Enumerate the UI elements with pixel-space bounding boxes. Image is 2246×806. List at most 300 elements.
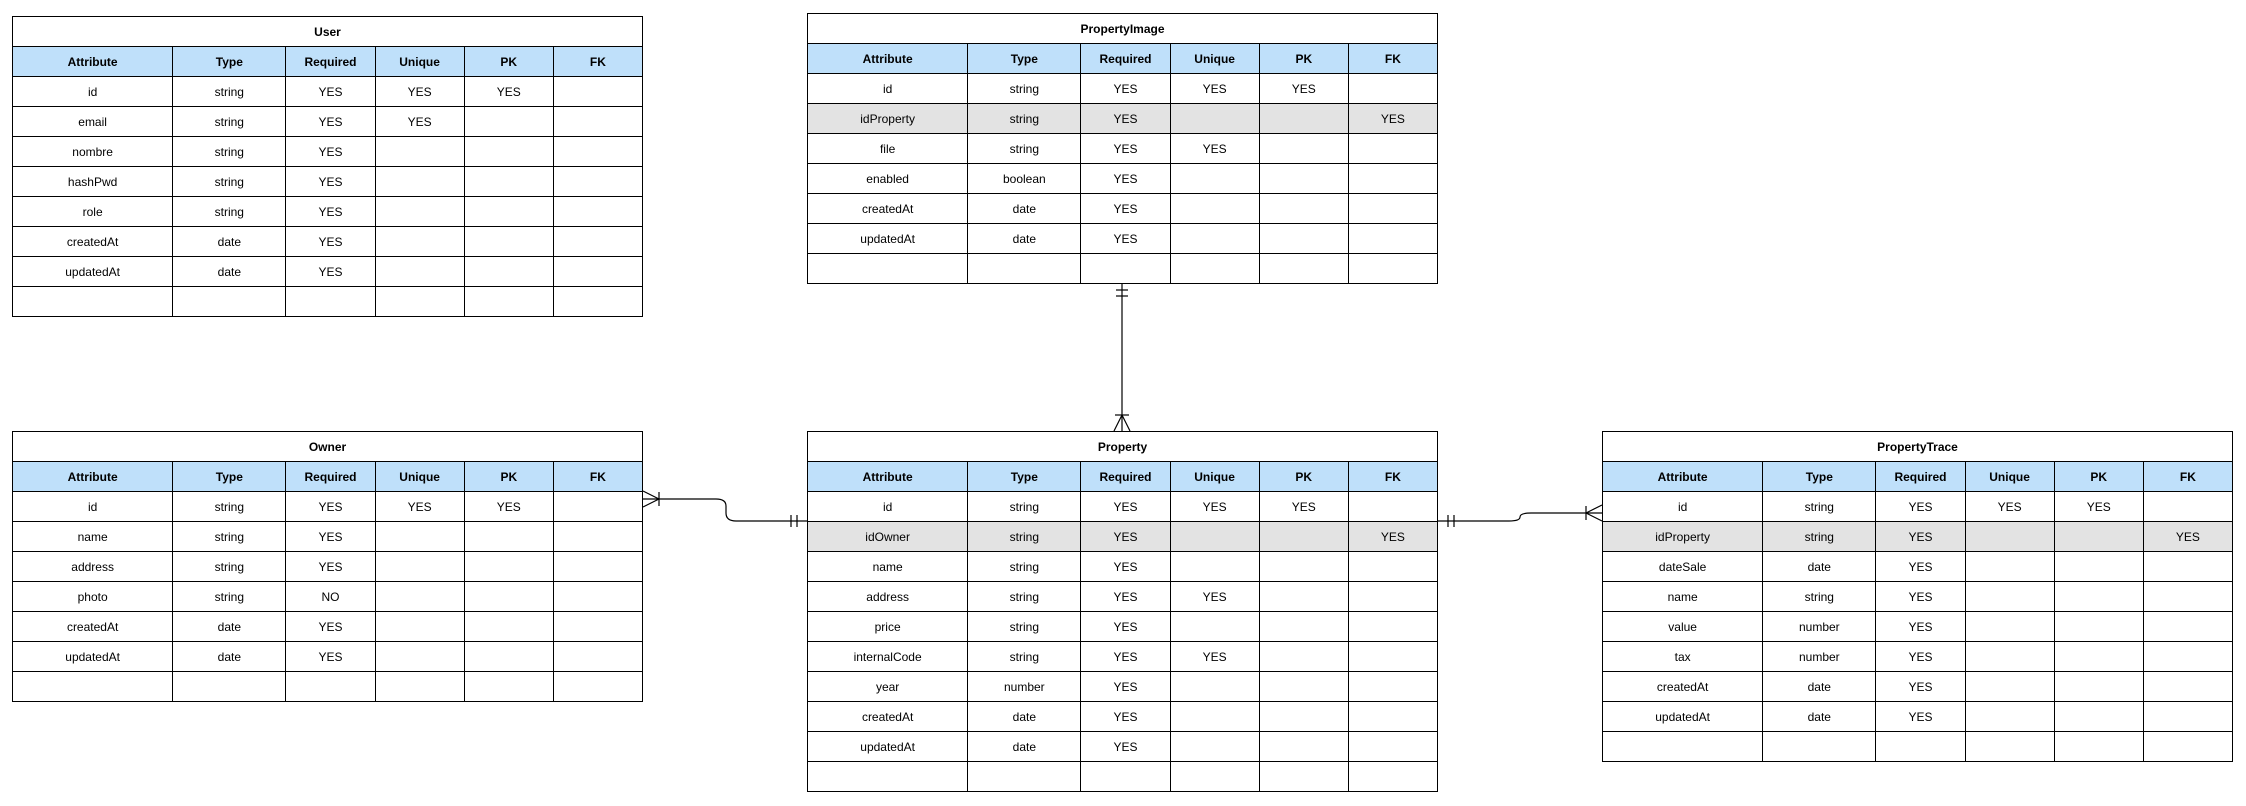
table-row	[808, 254, 1438, 284]
table-row	[808, 522, 1438, 552]
cell-type: string	[968, 74, 1081, 104]
cell-unique	[375, 137, 464, 167]
cell-type: string	[968, 642, 1081, 672]
table-row	[808, 702, 1438, 732]
cell-unique	[1170, 732, 1259, 762]
cell-attribute: updatedAt	[13, 257, 173, 287]
cell-required: YES	[1876, 552, 1965, 582]
cell-unique	[1170, 224, 1259, 254]
cell-unique	[1965, 642, 2054, 672]
table-row	[13, 642, 643, 672]
table-row	[13, 582, 643, 612]
cell-unique	[375, 287, 464, 317]
cell-pk	[2054, 522, 2143, 552]
cell-type	[968, 762, 1081, 792]
cell-attribute: name	[1603, 582, 1763, 612]
cell-type	[173, 287, 286, 317]
table-row	[808, 194, 1438, 224]
cell-fk	[553, 227, 642, 257]
cell-required: YES	[1876, 522, 1965, 552]
column-header-type: Type	[968, 44, 1081, 74]
cell-attribute: dateSale	[1603, 552, 1763, 582]
cell-required: YES	[1081, 522, 1170, 552]
table-row	[1603, 642, 2233, 672]
cell-pk: YES	[2054, 492, 2143, 522]
cell-type: boolean	[968, 164, 1081, 194]
cell-fk	[553, 167, 642, 197]
cell-unique: YES	[1170, 642, 1259, 672]
cell-fk	[553, 287, 642, 317]
cell-unique: YES	[1170, 134, 1259, 164]
cell-type: date	[968, 194, 1081, 224]
cell-pk	[2054, 642, 2143, 672]
cell-type: string	[173, 137, 286, 167]
cell-required: YES	[1081, 732, 1170, 762]
cell-required	[1081, 762, 1170, 792]
cell-unique	[1965, 672, 2054, 702]
cell-pk	[1259, 762, 1348, 792]
cell-unique: YES	[1965, 492, 2054, 522]
cell-attribute	[13, 287, 173, 317]
table-row	[1603, 492, 2233, 522]
column-header-fk: FK	[553, 462, 642, 492]
rel-property-propertytrace	[1438, 505, 1602, 527]
cell-required: YES	[1081, 582, 1170, 612]
cell-unique	[375, 197, 464, 227]
cell-type	[968, 254, 1081, 284]
cell-attribute: idProperty	[808, 104, 968, 134]
cell-type: number	[968, 672, 1081, 702]
column-header-unique: Unique	[1965, 462, 2054, 492]
entity-title: PropertyTrace	[1603, 432, 2233, 462]
column-header-type: Type	[968, 462, 1081, 492]
cell-attribute: tax	[1603, 642, 1763, 672]
cell-type: string	[968, 134, 1081, 164]
table-row	[13, 227, 643, 257]
cell-fk	[1348, 254, 1437, 284]
rel-property-owner	[643, 491, 807, 527]
cell-attribute: id	[13, 77, 173, 107]
table-row	[13, 257, 643, 287]
cell-type: number	[1763, 642, 1876, 672]
cell-fk	[1348, 74, 1437, 104]
cell-pk	[464, 582, 553, 612]
cell-pk	[464, 197, 553, 227]
cell-fk	[553, 257, 642, 287]
cell-unique	[375, 642, 464, 672]
cell-type: string	[968, 492, 1081, 522]
table-row	[13, 167, 643, 197]
cell-unique	[1965, 732, 2054, 762]
cell-required: YES	[1081, 702, 1170, 732]
table-row	[13, 492, 643, 522]
cell-required: YES	[1081, 74, 1170, 104]
cell-pk	[464, 167, 553, 197]
table-row	[808, 582, 1438, 612]
cell-fk	[1348, 762, 1437, 792]
cell-fk	[1348, 702, 1437, 732]
cell-fk	[2143, 582, 2232, 612]
cell-pk	[1259, 104, 1348, 134]
table-row	[1603, 702, 2233, 732]
cell-attribute: id	[808, 74, 968, 104]
table-row	[808, 104, 1438, 134]
cell-fk: YES	[1348, 104, 1437, 134]
cell-required: YES	[286, 612, 375, 642]
cell-fk	[1348, 492, 1437, 522]
cell-type: string	[173, 552, 286, 582]
column-header-required: Required	[1876, 462, 1965, 492]
column-header-pk: PK	[1259, 462, 1348, 492]
cell-unique	[1965, 582, 2054, 612]
cell-type: string	[173, 77, 286, 107]
column-header-fk: FK	[2143, 462, 2232, 492]
cell-attribute: email	[13, 107, 173, 137]
cell-type: string	[1763, 492, 1876, 522]
cell-type: date	[173, 612, 286, 642]
cell-fk	[553, 522, 642, 552]
cell-attribute: createdAt	[808, 702, 968, 732]
table-row	[1603, 612, 2233, 642]
cell-fk	[553, 137, 642, 167]
cell-unique	[1170, 522, 1259, 552]
cell-required: YES	[1081, 134, 1170, 164]
cell-fk	[1348, 732, 1437, 762]
cell-type: string	[968, 104, 1081, 134]
cell-type: date	[1763, 552, 1876, 582]
cell-attribute	[1603, 732, 1763, 762]
cell-pk	[1259, 134, 1348, 164]
cell-pk	[1259, 672, 1348, 702]
cell-type: string	[1763, 522, 1876, 552]
cell-fk	[1348, 672, 1437, 702]
cell-pk: YES	[1259, 74, 1348, 104]
cell-unique	[375, 167, 464, 197]
cell-unique: YES	[1170, 582, 1259, 612]
cell-unique	[375, 612, 464, 642]
cell-required: YES	[286, 552, 375, 582]
cell-fk	[553, 642, 642, 672]
column-header-pk: PK	[2054, 462, 2143, 492]
cell-unique	[1170, 164, 1259, 194]
cell-required: YES	[286, 492, 375, 522]
cell-pk	[464, 672, 553, 702]
column-header-fk: FK	[553, 47, 642, 77]
cell-attribute	[808, 254, 968, 284]
entity-property	[807, 431, 1438, 792]
cell-pk	[2054, 672, 2143, 702]
cell-attribute	[13, 672, 173, 702]
cell-unique: YES	[1170, 74, 1259, 104]
entity-propertytrace	[1602, 431, 2233, 762]
column-header-required: Required	[1081, 462, 1170, 492]
cell-unique	[1170, 702, 1259, 732]
cell-pk	[464, 107, 553, 137]
cell-fk	[553, 672, 642, 702]
table-row	[808, 762, 1438, 792]
cell-unique	[1170, 104, 1259, 134]
cell-fk	[2143, 732, 2232, 762]
cell-pk	[464, 552, 553, 582]
cell-attribute: year	[808, 672, 968, 702]
table-row	[808, 612, 1438, 642]
table-row	[808, 74, 1438, 104]
cell-attribute: createdAt	[808, 194, 968, 224]
cell-required: YES	[1876, 672, 1965, 702]
table-row	[13, 287, 643, 317]
cell-attribute: internalCode	[808, 642, 968, 672]
cell-attribute: name	[13, 522, 173, 552]
cell-pk	[1259, 702, 1348, 732]
cell-unique	[375, 552, 464, 582]
cell-attribute: createdAt	[13, 227, 173, 257]
column-header-pk: PK	[464, 462, 553, 492]
cell-type: string	[173, 167, 286, 197]
cell-fk	[553, 582, 642, 612]
column-header-attribute: Attribute	[13, 462, 173, 492]
cell-fk	[2143, 612, 2232, 642]
cell-unique	[1170, 612, 1259, 642]
cell-attribute: updatedAt	[1603, 702, 1763, 732]
cell-type: string	[173, 197, 286, 227]
cell-pk	[1259, 582, 1348, 612]
cell-attribute: photo	[13, 582, 173, 612]
cell-required: YES	[1081, 194, 1170, 224]
cell-required: YES	[286, 197, 375, 227]
cell-required: YES	[286, 137, 375, 167]
cell-type: string	[968, 552, 1081, 582]
table-row	[1603, 582, 2233, 612]
cell-type: string	[173, 522, 286, 552]
cell-fk	[2143, 672, 2232, 702]
column-header-unique: Unique	[375, 47, 464, 77]
table-row	[13, 197, 643, 227]
column-header-unique: Unique	[1170, 44, 1259, 74]
cell-attribute: idOwner	[808, 522, 968, 552]
cell-required: YES	[1081, 104, 1170, 134]
cell-unique	[1965, 522, 2054, 552]
column-header-type: Type	[173, 47, 286, 77]
entity-owner	[12, 431, 643, 702]
cell-type: date	[1763, 702, 1876, 732]
cell-fk	[553, 552, 642, 582]
cell-fk	[1348, 194, 1437, 224]
table-row	[13, 522, 643, 552]
table-row	[1603, 552, 2233, 582]
cell-attribute: price	[808, 612, 968, 642]
cell-pk	[464, 522, 553, 552]
table-row	[13, 672, 643, 702]
column-header-fk: FK	[1348, 462, 1437, 492]
entity-propertyimage	[807, 13, 1438, 284]
cell-required	[286, 672, 375, 702]
cell-attribute: name	[808, 552, 968, 582]
cell-fk	[553, 77, 642, 107]
cell-type: string	[1763, 582, 1876, 612]
cell-type: date	[173, 227, 286, 257]
cell-type: string	[968, 582, 1081, 612]
cell-type: string	[173, 107, 286, 137]
table-row	[13, 107, 643, 137]
cell-required: YES	[286, 107, 375, 137]
cell-type: number	[1763, 612, 1876, 642]
cell-unique	[1965, 552, 2054, 582]
cell-type	[173, 672, 286, 702]
cell-fk	[1348, 642, 1437, 672]
cell-unique	[375, 227, 464, 257]
cell-pk	[2054, 732, 2143, 762]
cell-pk	[1259, 612, 1348, 642]
cell-required: YES	[1876, 612, 1965, 642]
cell-fk	[2143, 492, 2232, 522]
cell-unique	[375, 257, 464, 287]
cell-required: YES	[1081, 612, 1170, 642]
cell-attribute: idProperty	[1603, 522, 1763, 552]
cell-type: date	[968, 702, 1081, 732]
cell-fk	[553, 492, 642, 522]
table-row	[808, 552, 1438, 582]
table-row	[808, 642, 1438, 672]
cell-fk	[1348, 224, 1437, 254]
cell-pk	[464, 612, 553, 642]
cell-pk	[2054, 582, 2143, 612]
table-row	[808, 134, 1438, 164]
cell-type: date	[968, 224, 1081, 254]
cell-attribute: updatedAt	[13, 642, 173, 672]
cell-unique	[375, 582, 464, 612]
table-row	[13, 552, 643, 582]
cell-pk	[464, 257, 553, 287]
cell-pk	[1259, 552, 1348, 582]
cell-required: YES	[286, 522, 375, 552]
cell-pk: YES	[464, 492, 553, 522]
entity-title: PropertyImage	[808, 14, 1438, 44]
cell-attribute: id	[808, 492, 968, 522]
table-row	[808, 672, 1438, 702]
cell-unique: YES	[375, 107, 464, 137]
cell-required: YES	[1081, 164, 1170, 194]
column-header-attribute: Attribute	[1603, 462, 1763, 492]
table-row	[808, 732, 1438, 762]
cell-required: YES	[1876, 492, 1965, 522]
cell-required: YES	[286, 227, 375, 257]
cell-fk	[553, 197, 642, 227]
column-header-type: Type	[173, 462, 286, 492]
cell-fk	[2143, 702, 2232, 732]
cell-required: NO	[286, 582, 375, 612]
cell-type: date	[1763, 672, 1876, 702]
cell-required: YES	[1081, 224, 1170, 254]
cell-type: date	[173, 642, 286, 672]
table-row	[1603, 522, 2233, 552]
cell-attribute: updatedAt	[808, 224, 968, 254]
cell-pk	[1259, 732, 1348, 762]
rel-property-propertyimage	[1114, 284, 1130, 431]
cell-fk	[1348, 552, 1437, 582]
cell-pk	[464, 287, 553, 317]
cell-unique	[1170, 194, 1259, 224]
table-row	[13, 77, 643, 107]
cell-pk: YES	[1259, 492, 1348, 522]
cell-required: YES	[1876, 582, 1965, 612]
cell-required: YES	[1081, 642, 1170, 672]
cell-pk	[464, 137, 553, 167]
cell-pk	[2054, 552, 2143, 582]
cell-type: string	[173, 582, 286, 612]
column-header-attribute: Attribute	[13, 47, 173, 77]
cell-fk: YES	[2143, 522, 2232, 552]
cell-unique	[1170, 762, 1259, 792]
cell-attribute: createdAt	[13, 612, 173, 642]
column-header-attribute: Attribute	[808, 462, 968, 492]
column-header-pk: PK	[1259, 44, 1348, 74]
column-header-fk: FK	[1348, 44, 1437, 74]
cell-attribute: value	[1603, 612, 1763, 642]
table-row	[808, 492, 1438, 522]
cell-pk	[1259, 194, 1348, 224]
cell-fk	[2143, 642, 2232, 672]
cell-unique	[1170, 254, 1259, 284]
cell-attribute: address	[13, 552, 173, 582]
cell-attribute: file	[808, 134, 968, 164]
cell-attribute: id	[1603, 492, 1763, 522]
table-row	[1603, 732, 2233, 762]
column-header-pk: PK	[464, 47, 553, 77]
cell-unique	[1170, 672, 1259, 702]
cell-attribute: updatedAt	[808, 732, 968, 762]
entity-title: Property	[808, 432, 1438, 462]
cell-attribute: createdAt	[1603, 672, 1763, 702]
cell-required: YES	[286, 77, 375, 107]
cell-type	[1763, 732, 1876, 762]
cell-unique	[375, 522, 464, 552]
cell-required: YES	[1876, 702, 1965, 732]
cell-required	[1081, 254, 1170, 284]
cell-required	[286, 287, 375, 317]
cell-unique	[1170, 552, 1259, 582]
table-row	[808, 164, 1438, 194]
cell-pk	[2054, 702, 2143, 732]
cell-type: string	[968, 612, 1081, 642]
cell-attribute	[808, 762, 968, 792]
column-header-type: Type	[1763, 462, 1876, 492]
cell-attribute: id	[13, 492, 173, 522]
column-header-unique: Unique	[1170, 462, 1259, 492]
column-header-required: Required	[286, 47, 375, 77]
column-header-unique: Unique	[375, 462, 464, 492]
column-header-required: Required	[286, 462, 375, 492]
cell-required: YES	[286, 167, 375, 197]
cell-pk	[1259, 164, 1348, 194]
cell-required: YES	[1876, 642, 1965, 672]
cell-required: YES	[286, 642, 375, 672]
cell-type: string	[968, 522, 1081, 552]
cell-pk	[1259, 254, 1348, 284]
cell-fk	[553, 107, 642, 137]
cell-attribute: enabled	[808, 164, 968, 194]
cell-unique	[1965, 612, 2054, 642]
entity-title: User	[13, 17, 643, 47]
cell-required	[1876, 732, 1965, 762]
cell-fk	[1348, 582, 1437, 612]
cell-pk	[464, 642, 553, 672]
cell-pk	[1259, 224, 1348, 254]
cell-pk	[2054, 612, 2143, 642]
column-header-attribute: Attribute	[808, 44, 968, 74]
cell-unique: YES	[375, 77, 464, 107]
table-row	[13, 612, 643, 642]
cell-attribute: role	[13, 197, 173, 227]
